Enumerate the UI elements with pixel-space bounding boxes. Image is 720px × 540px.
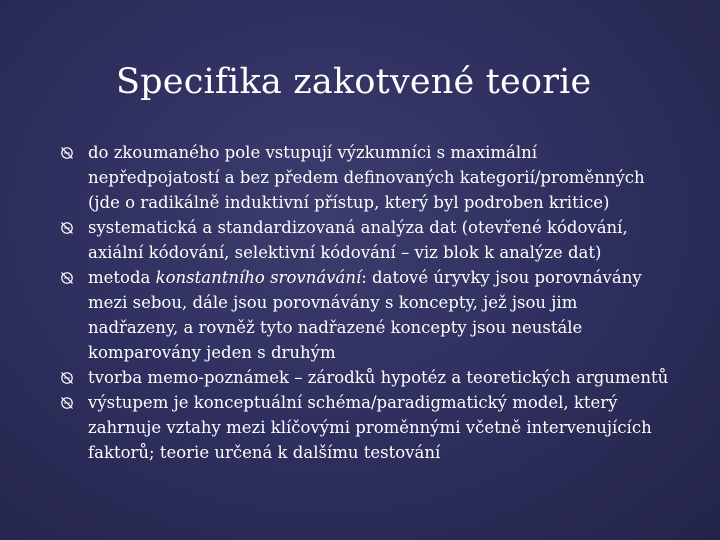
bullet-text: systematická a standardizovaná analýza dat (otevřené kódování, axiální kódování, selektivní kódování – viz blok k analýze dat) <box>88 218 628 262</box>
bullet-icon <box>60 371 74 385</box>
bullet-icon <box>60 271 74 285</box>
bullet-item <box>60 390 670 465</box>
bullet-item <box>60 215 670 265</box>
bullet-item <box>60 140 670 215</box>
bullet-icon <box>60 396 74 410</box>
bullet-text-prefix: metoda <box>88 268 156 287</box>
bullet-icon <box>60 221 74 235</box>
bullet-item <box>60 365 670 390</box>
bullet-text-suffix: : datové úryvky jsou porovnávány mezi sebou, dále jsou porovnávány s koncepty, jež jsou jim nadřazeny, a rovněž tyto nadřazené koncepty jsou neustále komparovány jeden s druhým <box>88 268 642 362</box>
bullet-text: do zkoumaného pole vstupují výzkumníci s maximální nepředpojatostí a bez předem definovaných kategorií/proměnných (jde o radikálně induktivní přístup, který byl podroben kritice) <box>88 143 645 212</box>
bullet-text-emphasis: konstantního srovnávání <box>155 268 362 287</box>
slide-title: Specifika zakotvené teorie <box>116 62 592 102</box>
bullet-text: tvorba memo-poznámek – zárodků hypotéz a teoretických argumentů <box>88 368 669 387</box>
bullet-list <box>60 140 670 465</box>
bullet-icon <box>60 146 74 160</box>
bullet-text: výstupem je konceptuální schéma/paradigmatický model, který zahrnuje vztahy mezi klíčovými proměnnými včetně intervenujících faktorů; teorie určená k dalšímu testování <box>88 393 652 462</box>
bullet-item <box>60 265 670 365</box>
